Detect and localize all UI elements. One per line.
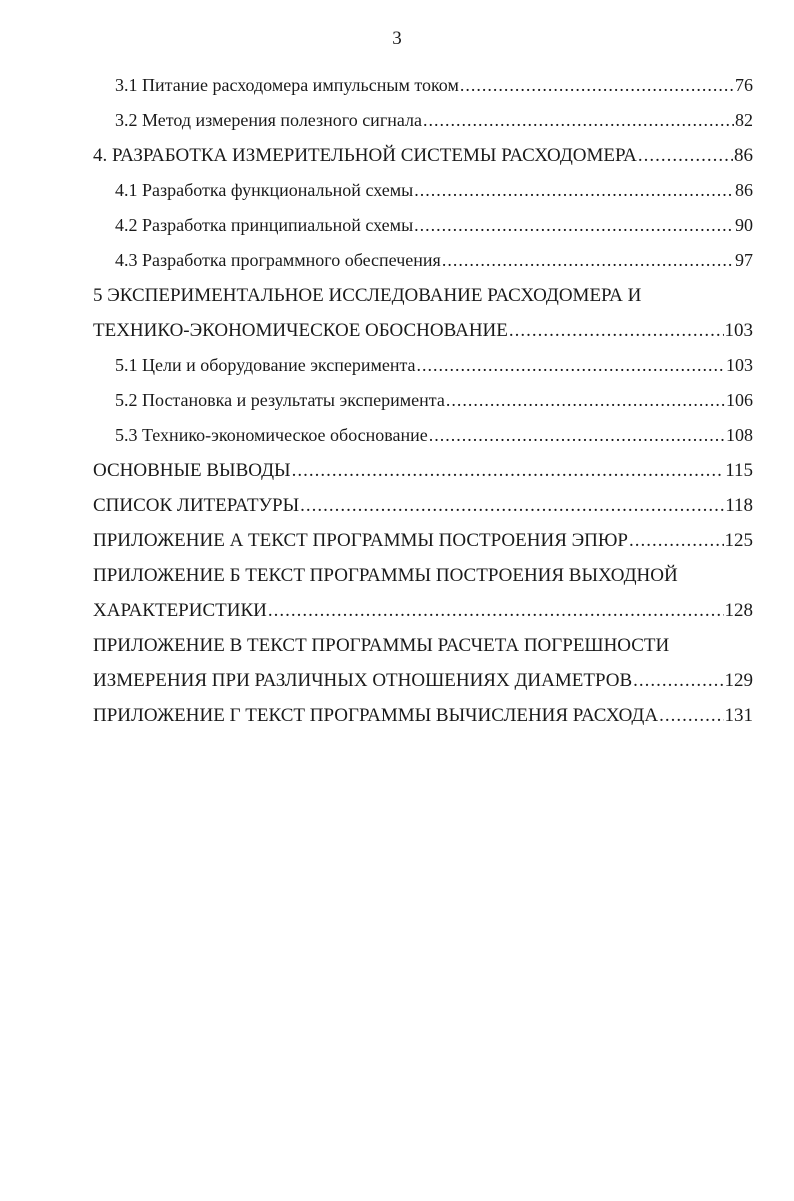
toc-entry[interactable]	[115, 68, 753, 103]
toc-page-number: 128	[724, 600, 753, 621]
toc-page-number: 131	[724, 705, 753, 726]
page-number: 3	[392, 28, 402, 49]
toc-entry[interactable]	[115, 173, 753, 208]
toc-entry-title: 5.1 Цели и оборудование эксперимента	[115, 355, 416, 375]
toc-entry-line	[93, 628, 753, 663]
toc-entry-title: СПИСОК ЛИТЕРАТУРЫ	[93, 495, 300, 516]
toc-entry-line	[93, 698, 753, 733]
toc-dot-leader	[292, 453, 725, 488]
toc-entry-line	[93, 138, 753, 173]
table-of-contents	[0, 68, 794, 733]
toc-page-number: 103	[726, 355, 753, 375]
toc-entry[interactable]	[115, 208, 753, 243]
toc-entry-line	[115, 383, 753, 418]
toc-entry-title: ПРИЛОЖЕНИЕ Б ТЕКСТ ПРОГРАММЫ ПОСТРОЕНИЯ ВЫХОДНОЙ	[93, 565, 678, 586]
toc-dot-leader	[633, 663, 723, 698]
toc-entry[interactable]	[93, 138, 753, 173]
toc-entry[interactable]	[115, 103, 753, 138]
toc-entry-line	[93, 663, 753, 698]
toc-entry-line	[93, 453, 753, 488]
toc-dot-leader	[442, 243, 734, 278]
toc-page-number: 118	[725, 495, 753, 516]
toc-entry[interactable]	[115, 348, 753, 383]
toc-entry-title: ХАРАКТЕРИСТИКИ	[93, 600, 267, 621]
toc-entry-line	[93, 593, 753, 628]
toc-entry-line	[115, 173, 753, 208]
toc-entry[interactable]	[93, 523, 753, 558]
toc-entry-title: 3.2 Метод измерения полезного сигнала	[115, 110, 422, 130]
toc-entry-line	[115, 103, 753, 138]
toc-page-number: 86	[735, 180, 753, 200]
toc-page-number: 90	[735, 215, 753, 235]
toc-entry[interactable]	[93, 558, 753, 628]
toc-entry-title: 5 ЭКСПЕРИМЕНТАЛЬНОЕ ИССЛЕДОВАНИЕ РАСХОДОМЕРА И	[93, 285, 642, 306]
toc-page-number: 125	[724, 530, 753, 551]
toc-page-number: 76	[735, 75, 753, 95]
toc-entry-line	[93, 558, 753, 593]
toc-dot-leader	[414, 208, 734, 243]
toc-dot-leader	[423, 103, 734, 138]
toc-entry-title: 4. РАЗРАБОТКА ИЗМЕРИТЕЛЬНОЙ СИСТЕМЫ РАСХОДОМЕРА	[93, 145, 637, 166]
toc-page-number: 97	[735, 250, 753, 270]
toc-page-number: 108	[726, 425, 753, 445]
toc-entry-title: ПРИЛОЖЕНИЕ А ТЕКСТ ПРОГРАММЫ ПОСТРОЕНИЯ ЭПЮР	[93, 530, 628, 551]
toc-entry-title: 4.1 Разработка функциональной схемы	[115, 180, 414, 200]
toc-dot-leader	[300, 488, 724, 523]
toc-dot-leader	[268, 593, 724, 628]
toc-entry-title: ПРИЛОЖЕНИЕ Г ТЕКСТ ПРОГРАММЫ ВЫЧИСЛЕНИЯ РАСХОДА	[93, 705, 659, 726]
toc-entry-title: ПРИЛОЖЕНИЕ В ТЕКСТ ПРОГРАММЫ РАСЧЕТА ПОГРЕШНОСТИ	[93, 635, 670, 656]
toc-entry-title: ТЕХНИКО-ЭКОНОМИЧЕСКОЕ ОБОСНОВАНИЕ	[93, 320, 508, 341]
toc-dot-leader	[629, 523, 724, 558]
toc-entry-title: 4.2 Разработка принципиальной схемы	[115, 215, 414, 235]
toc-dot-leader	[509, 313, 724, 348]
toc-entry-title: 3.1 Питание расходомера импульсным током	[115, 75, 459, 95]
toc-page-number: 129	[724, 670, 753, 691]
toc-entry[interactable]	[93, 453, 753, 488]
toc-page-number: 106	[726, 390, 753, 410]
toc-entry[interactable]	[93, 278, 753, 348]
toc-entry[interactable]	[115, 383, 753, 418]
toc-entry-line	[115, 348, 753, 383]
toc-dot-leader	[460, 68, 734, 103]
toc-entry-line	[115, 243, 753, 278]
toc-entry[interactable]	[93, 488, 753, 523]
toc-entry-title: 5.2 Постановка и результаты эксперимента	[115, 390, 445, 410]
toc-page-number: 86	[734, 145, 753, 166]
toc-dot-leader	[417, 348, 725, 383]
toc-entry-title: 4.3 Разработка программного обеспечения	[115, 250, 441, 270]
toc-entry-title: 5.3 Технико-экономическое обоснование	[115, 425, 428, 445]
toc-dot-leader	[446, 383, 725, 418]
toc-page-number: 115	[725, 460, 753, 481]
toc-entry-line	[115, 208, 753, 243]
toc-dot-leader	[414, 173, 734, 208]
toc-dot-leader	[638, 138, 733, 173]
toc-entry-title: ОСНОВНЫЕ ВЫВОДЫ	[93, 460, 291, 481]
toc-dot-leader	[429, 418, 725, 453]
toc-entry-line	[93, 523, 753, 558]
toc-entry-line	[93, 278, 753, 313]
toc-entry[interactable]	[93, 628, 753, 698]
toc-entry-line	[115, 68, 753, 103]
toc-entry[interactable]	[93, 698, 753, 733]
toc-page-number: 103	[724, 320, 753, 341]
toc-dot-leader	[659, 698, 723, 733]
toc-entry[interactable]	[115, 418, 753, 453]
toc-entry-title: ИЗМЕРЕНИЯ ПРИ РАЗЛИЧНЫХ ОТНОШЕНИЯХ ДИАМЕТРОВ	[93, 670, 633, 691]
toc-entry-line	[93, 488, 753, 523]
toc-entry-line	[93, 313, 753, 348]
toc-entry[interactable]	[115, 243, 753, 278]
toc-entry-line	[115, 418, 753, 453]
toc-page-number: 82	[735, 110, 753, 130]
